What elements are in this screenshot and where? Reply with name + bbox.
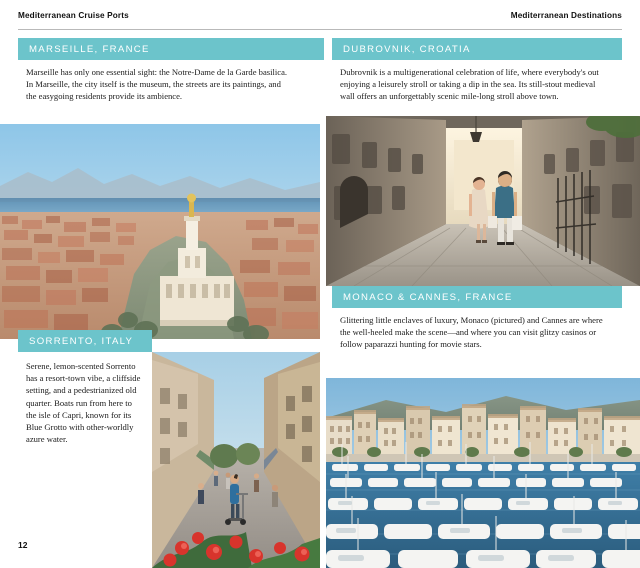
section-title-marseille <box>18 38 324 60</box>
page-number: 12 <box>18 540 28 550</box>
section-title-sorrento <box>18 330 152 352</box>
header-left-title: Mediterranean Cruise Ports <box>18 10 129 20</box>
photo-monaco-image <box>326 378 640 568</box>
section-body-dubrovnik: Dubrovnik is a multigenerational celebration of life, where everybody's out enjoying a leisurely stroll or taking a dip in the sea. Its still-stout medieval wall offers an unforgettably scenic mile-long stroll above town. <box>340 67 599 102</box>
section-title-label: MONACO & CANNES, FRANCE <box>343 291 513 303</box>
page-header <box>0 0 640 30</box>
section-title-monaco <box>332 286 622 308</box>
section-title-dubrovnik <box>332 38 622 60</box>
photo-dubrovnik-image <box>326 116 640 286</box>
header-divider <box>18 29 622 30</box>
section-title-label: DUBROVNIK, CROATIA <box>343 43 471 55</box>
section-title-label: SORRENTO, ITALY <box>29 335 134 347</box>
section-body-monaco: Glittering little enclaves of luxury, Monaco (pictured) and Cannes are where the well-heeled make the scene—and where you can visit glitzy casinos or follow paparazzi hunting for movie stars. <box>340 315 603 350</box>
section-body-marseille: Marseille has only one essential sight: the Notre-Dame de la Garde basilica. In Marseille, the city itself is the museum, the streets are its paintings, and the easygoing residents provide its ambience. <box>26 67 288 102</box>
photo-dubrovnik <box>326 116 640 286</box>
header-right-title: Mediterranean Destinations <box>510 10 622 20</box>
photo-marseille <box>0 124 320 339</box>
photo-monaco <box>326 378 640 568</box>
photo-sorrento <box>152 352 320 568</box>
photo-sorrento-image <box>152 352 320 568</box>
section-body-sorrento: Serene, lemon-scented Sorrento has a resort-town vibe, a cliffside setting, and a pedestrianized old quarter. Boats run from here to the isle of Capri, known for its Blue Grotto with other-worldly azure water. <box>26 361 141 445</box>
section-title-label: MARSEILLE, FRANCE <box>29 43 150 55</box>
photo-marseille-image <box>0 124 320 339</box>
